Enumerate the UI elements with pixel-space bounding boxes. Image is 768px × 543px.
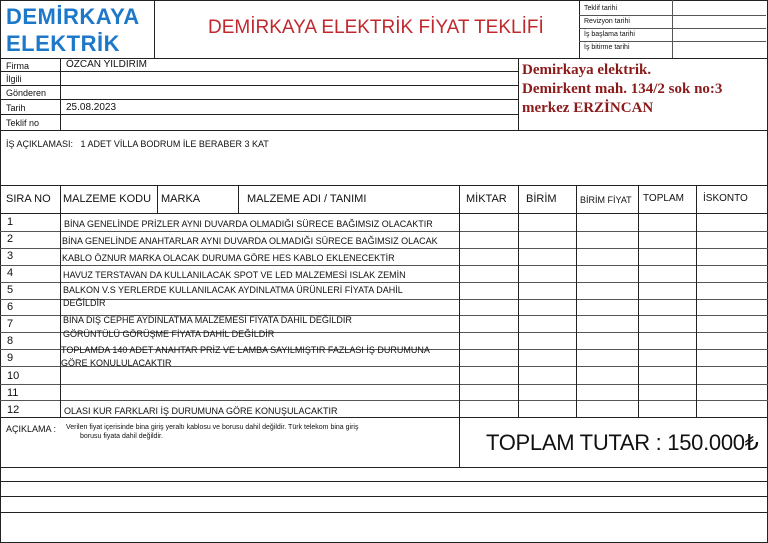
notes-label: AÇIKLAMA : bbox=[6, 424, 57, 434]
document-title: DEMİRKAYA ELEKTRİK FİYAT TEKLİFİ bbox=[208, 17, 544, 38]
row-number: 10 bbox=[7, 370, 20, 382]
gonderen-label: Gönderen bbox=[6, 88, 47, 98]
row-number: 6 bbox=[7, 301, 14, 313]
row-text: BİNA DIŞ CEPHE AYDINLATMA MALZEMESİ FİYATA DAHİL DEĞİLDİR bbox=[63, 315, 352, 325]
header-malzeme-kodu: MALZEME KODU bbox=[63, 193, 152, 205]
job-label: İŞ AÇIKLAMASI: bbox=[6, 139, 74, 149]
tarih-label: Tarih bbox=[6, 103, 26, 113]
row-text: KABLO ÖZNUR MARKA OLACAK DURUMA GÖRE HES KABLO EKLENECEKTİR bbox=[62, 253, 395, 263]
row-number: 12 bbox=[7, 404, 20, 416]
row-text: BALKON V.S YERLERDE KULLANILACAK AYDINLATMA ÜRÜNLERİ FİYATA DAHİL bbox=[63, 285, 403, 295]
tarih-value: 25.08.2023 bbox=[66, 102, 117, 113]
header-birim: BİRİM bbox=[526, 193, 557, 205]
logo-line-2: ELEKTRİK bbox=[6, 31, 120, 56]
row-number: 5 bbox=[7, 284, 14, 296]
header-miktar: MİKTAR bbox=[466, 193, 507, 205]
row-number: 3 bbox=[7, 250, 14, 262]
notes-line-2: borusu fiyata dahil değildir. bbox=[80, 433, 163, 440]
row-text: OLASI KUR FARKLARI İŞ DURUMUNA GÖRE KONUŞULACAKTIR bbox=[64, 406, 338, 416]
row-number: 7 bbox=[7, 318, 14, 330]
logo-line-1: DEMİRKAYA bbox=[6, 4, 140, 29]
job-description bbox=[6, 139, 269, 149]
row-text: DEĞİLDİR bbox=[63, 298, 106, 308]
row-text: BİNA GENELİNDE ANAHTARLAR AYNI DUVARDA OLMADIĞI SÜRECE BAĞIMSIZ OLACAK bbox=[62, 236, 438, 246]
firma-label: Firma bbox=[6, 61, 29, 71]
header-toplam: TOPLAM bbox=[643, 193, 684, 204]
row-text: TOPLAMDA 140 ADET ANAHTAR PRİZ VE LAMBA SAYILMIŞTIR FAZLASI İŞ DURUMUNA bbox=[61, 345, 430, 355]
row-text: GÖRE KONULULACAKTIR bbox=[61, 358, 172, 368]
row-text: BİNA GENELİNDE PRİZLER AYNI DUVARDA OLMADIĞI SÜRECE BAĞIMSIZ OLACAKTIR bbox=[64, 219, 433, 229]
meta-teklif-tarihi: Teklif tarihi bbox=[584, 5, 618, 12]
address-line-2: Demirkent mah. 134/2 sok no:3 bbox=[522, 81, 723, 97]
address-line-1: Demirkaya elektrik. bbox=[522, 62, 652, 78]
company-logo bbox=[6, 3, 140, 57]
ilgili-label: İlgili bbox=[6, 74, 22, 84]
meta-revizyon-tarihi: Revizyon tarihi bbox=[584, 18, 630, 25]
header-iskonto: İSKONTO bbox=[703, 193, 748, 204]
header-marka: MARKA bbox=[161, 193, 201, 205]
header-birim-fiyat: BİRİM FİYAT bbox=[580, 195, 632, 205]
header-sira-no: SIRA NO bbox=[6, 193, 51, 205]
row-text: GÖRÜNTÜLÜ GÖRÜŞME FİYATA DAHİL DEĞİLDİR bbox=[63, 329, 275, 339]
row-text: HAVUZ TERSTAVAN DA KULLANILACAK SPOT VE LED MALZEMESİ ISLAK ZEMİN bbox=[63, 270, 406, 280]
address-line-3: merkez ERZİNCAN bbox=[522, 100, 654, 116]
meta-is-baslama-tarihi: İş başlama tarihi bbox=[584, 31, 635, 38]
row-number: 11 bbox=[7, 387, 19, 399]
meta-is-bitirme-tarihi: İş bitirme tarihi bbox=[584, 44, 630, 51]
row-number: 1 bbox=[7, 216, 14, 228]
teklif-no-label: Teklif no bbox=[6, 118, 40, 128]
row-number: 8 bbox=[7, 335, 14, 347]
total-amount: TOPLAM TUTAR : 150.000₺ bbox=[486, 430, 759, 455]
row-number: 4 bbox=[7, 267, 14, 279]
header-malzeme-adi: MALZEME ADI / TANIMI bbox=[247, 193, 367, 205]
row-number: 9 bbox=[7, 352, 14, 364]
notes-line-1: Verilen fiyat içerisinde bina giriş yeraltı kablosu ve borusu dahil değildir. Türk telekom bina giriş bbox=[66, 424, 359, 431]
job-value: 1 ADET VİLLA BODRUM İLE BERABER 3 KAT bbox=[80, 139, 269, 149]
row-number: 2 bbox=[7, 233, 14, 245]
firma-value: ÖZCAN YILDIRIM bbox=[66, 59, 147, 70]
